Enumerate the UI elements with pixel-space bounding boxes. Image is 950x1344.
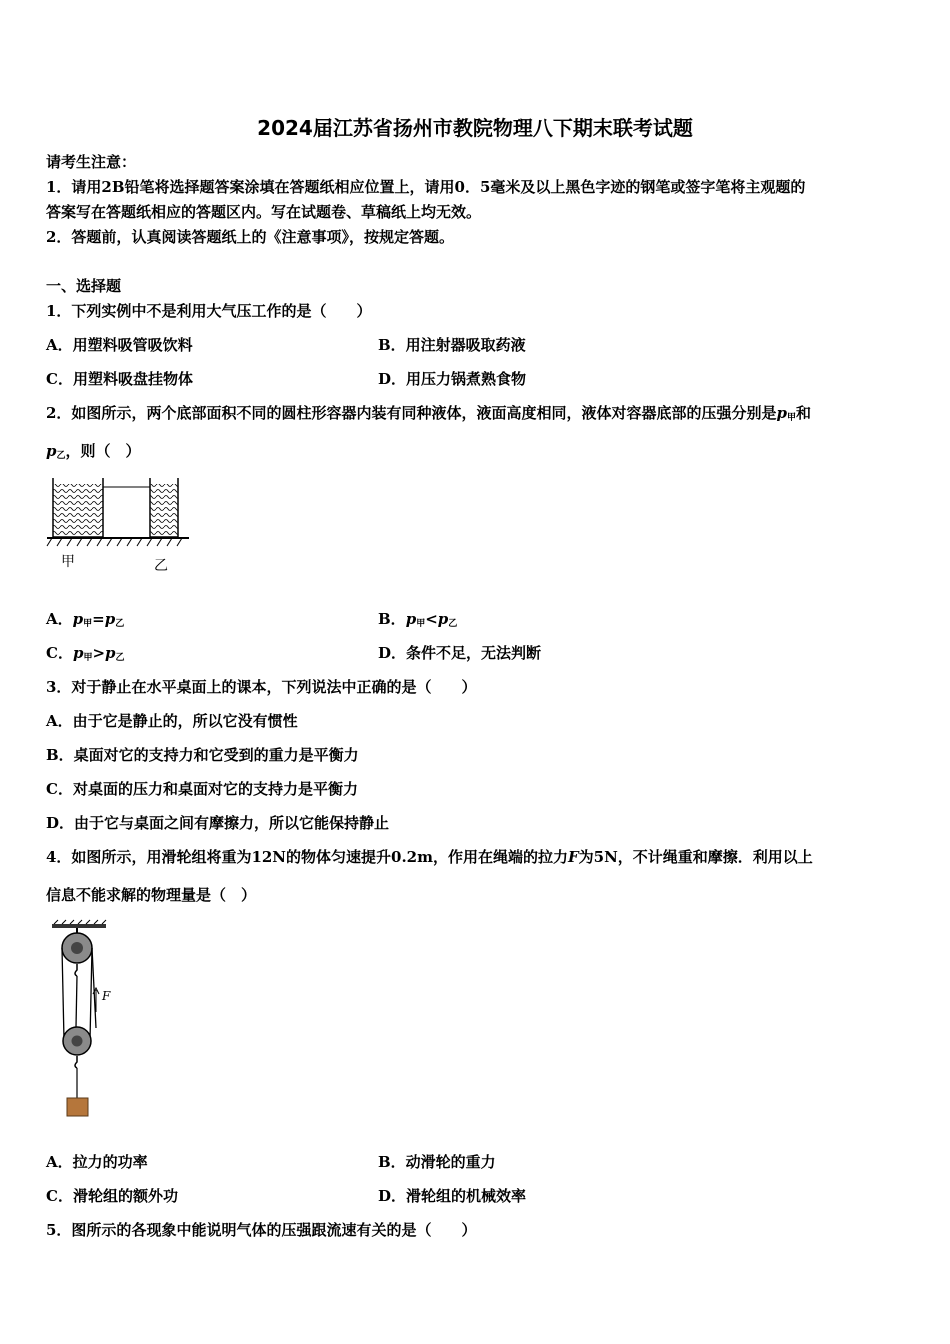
q5-stem: 5．图所示的各现象中能说明气体的压强跟流速有关的是（ ） xyxy=(46,1221,477,1239)
fixed-pulley xyxy=(62,933,92,963)
pressure-symbol: p xyxy=(437,610,449,628)
containers-figure xyxy=(44,470,194,580)
q3-option-d: D．由于它与桌面之间有摩擦力，所以它能保持静止 xyxy=(46,814,390,832)
pressure-symbol: p xyxy=(72,610,84,628)
notice-line-2: 2．答题前，认真阅读答题纸上的《注意事项》，按规定答题。 xyxy=(46,228,454,246)
subscript-yi: 乙 xyxy=(115,653,125,663)
pressure-symbol: p xyxy=(104,610,116,628)
subscript-jia: 甲 xyxy=(83,619,93,629)
q2-tail-text: ，则（ ） xyxy=(65,442,141,460)
q4-option-b: B．动滑轮的重力 xyxy=(378,1153,496,1171)
q1-option-d: D．用压力锅煮熟食物 xyxy=(378,370,527,388)
q2-option-a xyxy=(46,609,124,634)
q2-and: 和 xyxy=(795,404,811,422)
q1-option-a: A．用塑料吸管吸饮料 xyxy=(46,336,193,354)
less-than-sign: < xyxy=(425,610,438,628)
subscript-jia: 甲 xyxy=(786,413,796,423)
pressure-symbol: p xyxy=(46,442,57,460)
q4-option-d: D．滑轮组的机械效率 xyxy=(378,1187,527,1205)
pressure-symbol: p xyxy=(405,610,417,628)
q2-option-d: D．条件不足，无法判断 xyxy=(378,644,542,662)
page-title: 2024届江苏省扬州市教院物理八下期末联考试题 xyxy=(257,116,693,140)
q2-option-b xyxy=(378,609,457,634)
q4-stem-line2: 信息不能求解的物理量是（ ） xyxy=(46,886,257,904)
q2-option-c xyxy=(46,643,125,668)
label-jia: 甲 xyxy=(61,554,75,570)
q4-option-c: C．滑轮组的额外功 xyxy=(46,1187,178,1205)
force-label: F xyxy=(102,989,111,1003)
q4-stem-text: 4．如图所示，用滑轮组将重为12N的物体匀速提升0.2m，作用在绳端的拉力 xyxy=(46,848,568,866)
pressure-symbol: p xyxy=(72,644,84,662)
q2-stem-tail xyxy=(46,441,141,466)
movable-pulley xyxy=(63,1027,91,1055)
q3-option-c: C．对桌面的压力和桌面对它的支持力是平衡力 xyxy=(46,780,358,798)
q3-stem: 3．对于静止在水平桌面上的课本，下列说法中正确的是（ ） xyxy=(46,678,477,696)
q2-stem xyxy=(46,403,811,428)
pressure-symbol: p xyxy=(776,404,787,422)
pressure-symbol: p xyxy=(105,644,116,662)
notice-line-1: 1．请用2B铅笔将选择题答案涂填在答题纸相应位置上，请用0．5毫米及以上黑色字迹的钢笔或签字笔将主观题的 xyxy=(46,178,806,196)
force-symbol: F xyxy=(568,848,579,866)
pulley-figure xyxy=(46,920,126,1120)
q4-stem-line1 xyxy=(46,847,813,867)
q2-stem-text: 2．如图所示，两个底部面积不同的圆柱形容器内装有同种液体，液面高度相同，液体对容器底部的压强分别是 xyxy=(46,404,777,422)
container-jia xyxy=(53,478,103,537)
subscript-yi: 乙 xyxy=(56,451,66,461)
subscript-jia: 甲 xyxy=(416,619,426,629)
q3-option-a: A．由于它是静止的，所以它没有惯性 xyxy=(46,712,298,730)
q1-option-b: B．用注射器吸取药液 xyxy=(378,336,526,354)
q3-option-b: B．桌面对它的支持力和它受到的重力是平衡力 xyxy=(46,746,359,764)
label-yi: 乙 xyxy=(154,558,168,574)
subscript-yi: 乙 xyxy=(115,619,125,629)
option-label: B． xyxy=(378,610,406,628)
greater-than-sign: > xyxy=(92,644,106,662)
q4-option-a: A．拉力的功率 xyxy=(46,1153,148,1171)
notice-line-1b: 答案写在答题纸相应的答题区内。写在试题卷、草稿纸上均无效。 xyxy=(46,203,482,221)
subscript-jia: 甲 xyxy=(83,653,93,663)
option-label: A． xyxy=(46,610,73,628)
load-block xyxy=(67,1098,88,1116)
equals-sign: = xyxy=(92,610,105,628)
notice-heading: 请考生注意： xyxy=(46,153,137,171)
q1-option-c: C．用塑料吸盘挂物体 xyxy=(46,370,193,388)
q4-stem-text-b: 为5N，不计绳重和摩擦．利用以上 xyxy=(578,848,813,866)
section-heading: 一、选择题 xyxy=(46,277,122,295)
option-label: C． xyxy=(46,644,73,662)
container-yi xyxy=(150,478,178,537)
subscript-yi: 乙 xyxy=(448,619,458,629)
q1-stem: 1．下列实例中不是利用大气压工作的是（ ） xyxy=(46,302,372,320)
